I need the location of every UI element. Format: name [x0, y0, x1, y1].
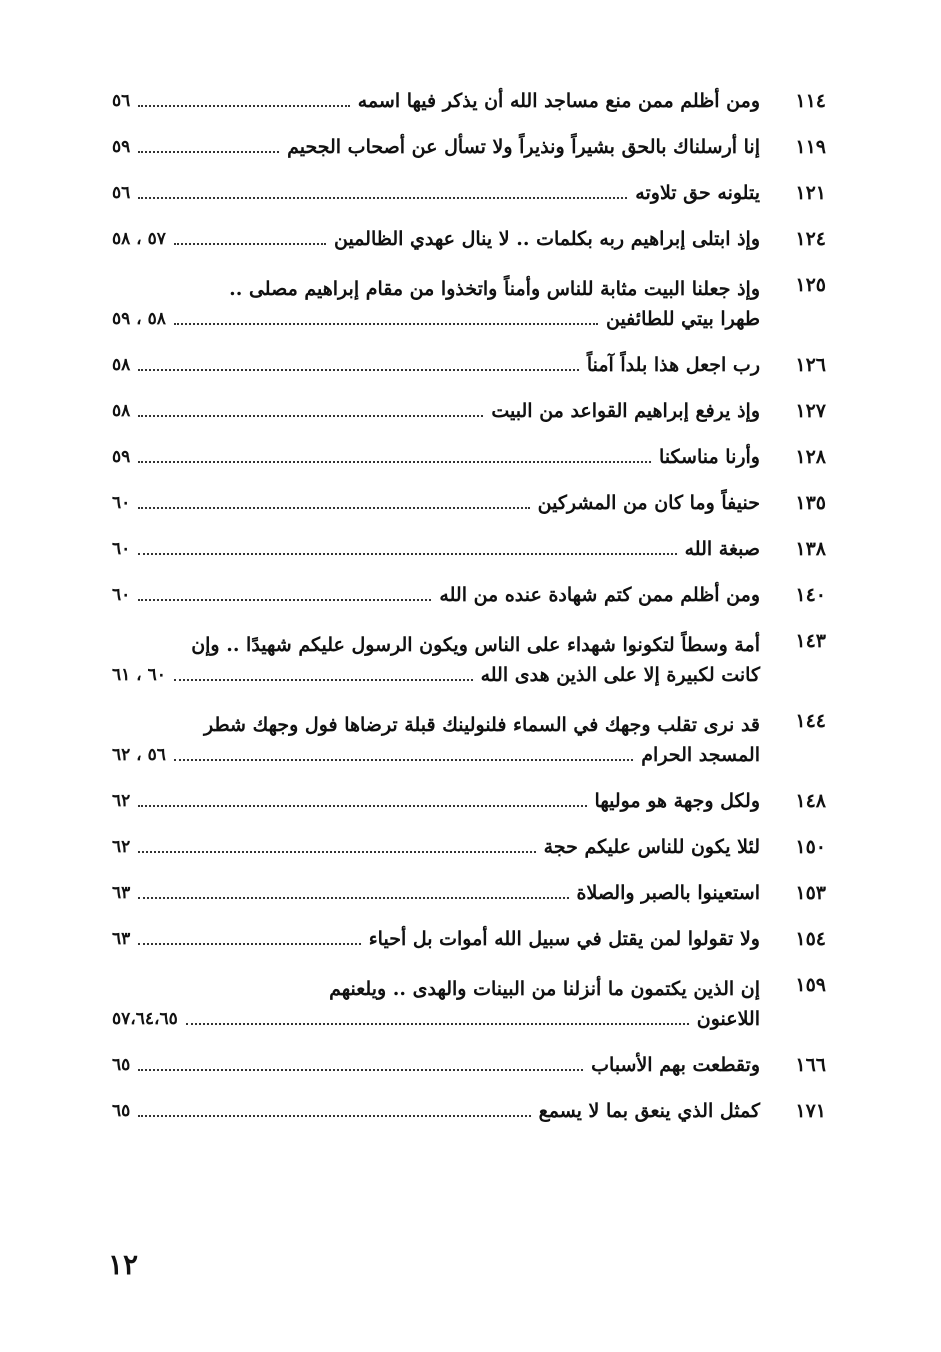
- verse-text-line: [112, 444, 760, 470]
- index-entry: [112, 226, 826, 252]
- verse-text-line: [112, 834, 760, 860]
- verse-text: رب اجعل هذا بلداً آمناً: [586, 354, 760, 376]
- verse-text-line: [112, 880, 760, 906]
- entry-content: [112, 972, 760, 1032]
- entry-content: [112, 398, 760, 424]
- verse-text-line: [112, 1052, 760, 1078]
- verse-number: ١٢٧: [795, 400, 826, 422]
- page-reference: ٥٦: [112, 91, 131, 111]
- page-reference: ٦٠: [112, 585, 131, 605]
- dot-leader: [174, 243, 326, 245]
- verse-text: وتقطعت بهم الأسباب: [591, 1054, 760, 1076]
- verse-text: إن الذين يكتمون ما أنزلنا من البينات والهدى .. ويلعنهم: [329, 978, 760, 1000]
- entry-content: [112, 536, 760, 562]
- dot-leader: [138, 851, 535, 853]
- entry-content: [112, 880, 760, 906]
- entry-content: [112, 444, 760, 470]
- dot-leader: [138, 151, 279, 153]
- verse-number: ١٧١: [795, 1100, 826, 1122]
- index-entry: [112, 444, 826, 470]
- entry-content: [112, 134, 760, 160]
- index-entry: [112, 180, 826, 206]
- dot-leader: [138, 415, 483, 417]
- verse-text-line: [112, 1006, 760, 1032]
- verse-number: ١٢٥: [795, 274, 826, 296]
- dot-leader: [138, 897, 568, 899]
- verse-text-line: [112, 88, 760, 114]
- page-reference: ٦٠: [112, 539, 131, 559]
- index-entry: [112, 272, 826, 332]
- dot-leader: [138, 553, 676, 555]
- index-entry: [112, 708, 826, 768]
- entry-content: [112, 1052, 760, 1078]
- dot-leader: [138, 1115, 530, 1117]
- verse-text-line: [112, 272, 760, 306]
- verse-number: ١٤٤: [795, 710, 826, 732]
- dot-leader: [138, 943, 360, 945]
- page-reference: ٦٢: [112, 791, 131, 811]
- verse-text-line: [112, 1098, 760, 1124]
- dot-leader: [138, 461, 651, 463]
- verse-text-line: [112, 742, 760, 768]
- verse-text: كمثل الذي ينعق بما لا يسمع: [538, 1100, 760, 1122]
- dot-leader: [174, 759, 633, 761]
- page-number: ١٢: [108, 1248, 139, 1281]
- verse-number: ١٢١: [795, 182, 826, 204]
- verse-text: المسجد الحرام: [641, 744, 760, 766]
- dot-leader: [186, 1023, 689, 1025]
- entry-content: [112, 708, 760, 768]
- index-entry: [112, 880, 826, 906]
- verse-number: ١٥٠: [795, 836, 826, 858]
- verse-number: ١٦٦: [795, 1054, 826, 1076]
- verse-text-line: [112, 490, 760, 516]
- verse-text: ولا تقولوا لمن يقتل في سبيل الله أموات بل أحياء: [368, 928, 760, 950]
- verse-text-line: [112, 398, 760, 424]
- verse-text-line: [112, 134, 760, 160]
- verse-text-line: [112, 628, 760, 662]
- page-reference: ٥٧،٦٤،٦٥: [112, 1009, 178, 1029]
- verse-text: وإذ يرفع إبراهيم القواعد من البيت: [491, 400, 760, 422]
- index-entry: [112, 398, 826, 424]
- index-entry: [112, 926, 826, 952]
- verse-text: طهرا بيتي للطائفين: [605, 308, 760, 330]
- page-reference: ٥٩: [112, 447, 131, 467]
- verse-text-line: [112, 306, 760, 332]
- verse-number: ١٤٣: [795, 630, 826, 652]
- dot-leader: [174, 679, 473, 681]
- page-reference: ٥٧ ، ٥٨: [112, 229, 166, 249]
- page-reference: ٥٨ ، ٥٩: [112, 309, 166, 329]
- verse-number: ١١٩: [795, 136, 826, 158]
- entry-content: [112, 834, 760, 860]
- verse-text: يتلونه حق تلاوته: [635, 182, 760, 204]
- page-reference: ٦٠ ، ٦١: [112, 665, 166, 685]
- index-entry: [112, 490, 826, 516]
- index-entry: [112, 628, 826, 688]
- verse-text: ولكل وجهة هو موليها: [594, 790, 760, 812]
- verse-number: ١٣٥: [795, 492, 826, 514]
- page-reference: ٦٢: [112, 837, 131, 857]
- page-reference: ٦٣: [112, 883, 131, 903]
- entry-content: [112, 352, 760, 378]
- index-entry: [112, 582, 826, 608]
- page-reference: ٥٨: [112, 355, 131, 375]
- entry-content: [112, 788, 760, 814]
- verse-number: ١٥٤: [795, 928, 826, 950]
- verse-number: ١٢٨: [795, 446, 826, 468]
- verse-number: ١١٤: [795, 90, 826, 112]
- verse-text: وأرنا مناسكنا: [659, 446, 760, 468]
- dot-leader: [174, 323, 598, 325]
- dot-leader: [138, 369, 579, 371]
- verse-number: ١٢٦: [795, 354, 826, 376]
- verse-text-line: [112, 352, 760, 378]
- entry-content: [112, 582, 760, 608]
- verse-text-line: [112, 972, 760, 1006]
- entry-content: [112, 628, 760, 688]
- index-entry: [112, 352, 826, 378]
- verse-text-line: [112, 662, 760, 688]
- verse-number: ١٢٤: [795, 228, 826, 250]
- page-reference: ٥٨: [112, 401, 131, 421]
- dot-leader: [138, 105, 349, 107]
- page-reference: ٦٥: [112, 1101, 131, 1121]
- index-entry: [112, 1098, 826, 1124]
- verse-text: أمة وسطاً لتكونوا شهداء على الناس ويكون الرسول عليكم شهيدًا .. وإن: [191, 634, 760, 656]
- verse-text: اللاعنون: [696, 1008, 760, 1030]
- index-entry: [112, 134, 826, 160]
- entry-content: [112, 180, 760, 206]
- verse-text-line: [112, 926, 760, 952]
- verse-index-list: [112, 88, 826, 1144]
- dot-leader: [138, 599, 431, 601]
- entry-content: [112, 926, 760, 952]
- verse-text: حنيفاً وما كان من المشركين: [537, 492, 760, 514]
- entry-content: [112, 226, 760, 252]
- verse-text: ومن أظلم ممن منع مساجد الله أن يذكر فيها اسمه: [357, 90, 760, 112]
- index-entry: [112, 972, 826, 1032]
- page-reference: ٦٥: [112, 1055, 131, 1075]
- verse-text-line: [112, 708, 760, 742]
- verse-text: إنا أرسلناك بالحق بشيراً ونذيراً ولا تسأل عن أصحاب الجحيم: [287, 136, 760, 158]
- verse-text: لئلا يكون للناس عليكم حجة: [543, 836, 760, 858]
- page-reference: ٥٦ ، ٦٢: [112, 745, 166, 765]
- verse-text: استعينوا بالصبر والصلاة: [576, 882, 760, 904]
- verse-number: ١٥٣: [795, 882, 826, 904]
- verse-text: صبغة الله: [684, 538, 760, 560]
- entry-content: [112, 272, 760, 332]
- verse-text: وإذ جعلنا البيت مثابة للناس وأمناً واتخذوا من مقام إبراهيم مصلى ..: [229, 278, 760, 300]
- verse-text-line: [112, 536, 760, 562]
- verse-text: ومن أظلم ممن كتم شهادة عنده من الله: [439, 584, 760, 606]
- verse-text: كانت لكبيرة إلا على الذين هدى الله: [480, 664, 760, 686]
- index-entry: [112, 536, 826, 562]
- entry-content: [112, 1098, 760, 1124]
- index-entry: [112, 788, 826, 814]
- entry-content: [112, 88, 760, 114]
- dot-leader: [138, 507, 529, 509]
- verse-text: وإذ ابتلى إبراهيم ربه بكلمات .. لا ينال عهدي الظالمين: [333, 228, 760, 250]
- page-reference: ٥٩: [112, 137, 131, 157]
- verse-number: ١٤٠: [795, 584, 826, 606]
- verse-number: ١٤٨: [795, 790, 826, 812]
- dot-leader: [138, 197, 627, 199]
- verse-number: ١٥٩: [795, 974, 826, 996]
- verse-text-line: [112, 582, 760, 608]
- page-reference: ٥٦: [112, 183, 131, 203]
- verse-text: قد نرى تقلب وجهك في السماء فلنولينك قبلة ترضاها فول وجهك شطر: [203, 714, 760, 736]
- dot-leader: [138, 1069, 583, 1071]
- page-reference: ٦٣: [112, 929, 131, 949]
- verse-text-line: [112, 788, 760, 814]
- verse-text-line: [112, 226, 760, 252]
- index-entry: [112, 834, 826, 860]
- dot-leader: [138, 805, 586, 807]
- page-reference: ٦٠: [112, 493, 131, 513]
- verse-text-line: [112, 180, 760, 206]
- verse-number: ١٣٨: [795, 538, 826, 560]
- index-entry: [112, 88, 826, 114]
- entry-content: [112, 490, 760, 516]
- index-entry: [112, 1052, 826, 1078]
